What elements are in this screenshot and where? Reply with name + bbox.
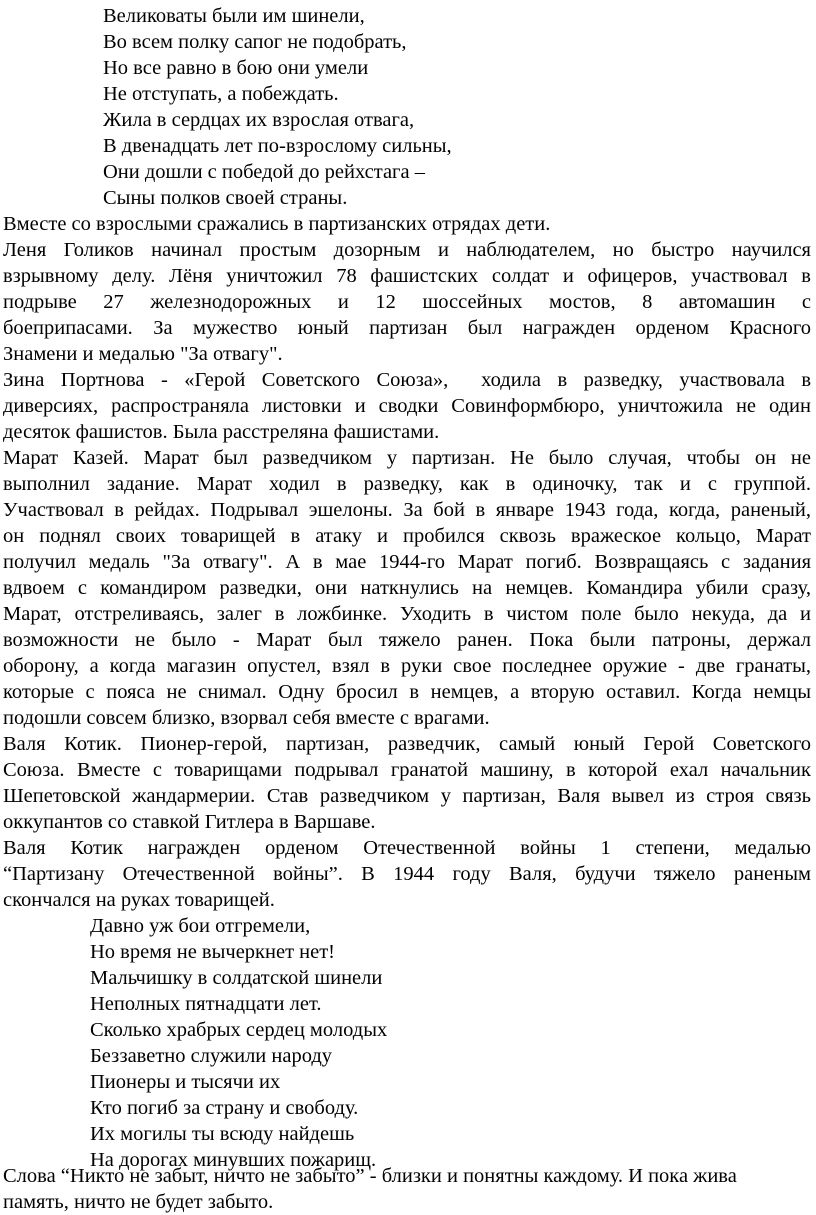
poem-line: Пионеры и тысячи их xyxy=(90,1071,281,1093)
paragraph-line: память, ничто не будет забыто. xyxy=(3,1191,274,1213)
paragraph-line: Участвовал в рейдах. Подрывал эшелоны. За бой в январе 1943 года, когда, раненый, xyxy=(3,499,811,521)
paragraph-line: Зина Портнова - «Герой Советского Союза», ходила в разведку, участвовала в xyxy=(3,369,811,391)
poem-line: На дорогах минувших пожарищ. xyxy=(90,1149,377,1171)
poem-line: Но все равно в бою они умели xyxy=(103,57,369,79)
paragraph-line: выполнил задание. Марат ходил в разведку, как в одиночку, так и с группой. xyxy=(3,473,811,495)
paragraph-line: возможности не было - Марат был тяжело ранен. Пока были патроны, держал xyxy=(3,629,811,651)
paragraph-line: Знамени и медалью "За отвагу". xyxy=(3,343,283,365)
paragraph-line: Валя Котик. Пионер-герой, партизан, разведчик, самый юный Герой Советского xyxy=(3,733,811,755)
poem-line: Но время не вычеркнет нет! xyxy=(90,941,336,963)
paragraph-line: Леня Голиков начинал простым дозорным и наблюдателем, но быстро научился xyxy=(3,239,811,261)
paragraph-line: получил медаль "За отвагу". А в мае 1944-го Марат погиб. Возвращаясь с задания xyxy=(3,551,811,573)
paragraph-line: он поднял своих товарищей в атаку и пробился сквозь вражеское кольцо, Марат xyxy=(3,525,811,547)
paragraph-line: десяток фашистов. Была расстреляна фашистами. xyxy=(3,421,440,443)
paragraph-line: боеприпасами. За мужество юный партизан был награжден орденом Красного xyxy=(3,317,811,339)
paragraph-line: взрывному делу. Лёня уничтожил 78 фашистских солдат и офицеров, участвовал в xyxy=(3,265,811,287)
paragraph-line: оборону, а когда магазин опустел, взял в руки свое последнее оружие - две гранаты, xyxy=(3,655,811,677)
paragraph-line: Марат Казей. Марат был разведчиком у партизан. Не было случая, чтобы он не xyxy=(3,447,811,469)
poem-line: Сыны полков своей страны. xyxy=(103,187,348,209)
paragraph-line: которые с пояса не снимал. Одну бросил в немцев, а вторую оставил. Когда немцы xyxy=(3,681,811,703)
paragraph-line: диверсиях, распространяла листовки и сводки Совинформбюро, уничтожила не один xyxy=(3,395,811,417)
poem-line: Кто погиб за страну и свободу. xyxy=(90,1097,359,1119)
paragraph-line: скончался на руках товарищей. xyxy=(3,889,275,911)
poem-line: Жила в сердцах их взрослая отвага, xyxy=(103,109,415,131)
poem-line: Мальчишку в солдатской шинели xyxy=(90,967,383,989)
paragraph-line: “Партизану Отечественной войны”. В 1944 году Валя, будучи тяжело раненым xyxy=(3,863,811,885)
poem-line: Во всем полку сапог не подобрать, xyxy=(103,31,407,53)
poem-line: Они дошли с победой до рейхстага – xyxy=(103,161,425,183)
paragraph-line: Союза. Вместе с товарищами подрывал гранатой машину, в которой ехал начальник xyxy=(3,759,811,781)
poem-line: Неполных пятнадцати лет. xyxy=(90,993,322,1015)
poem-line: Сколько храбрых сердец молодых xyxy=(90,1019,388,1041)
paragraph-line: Шепетовской жандармерии. Став разведчиком у партизан, Валя вывел из строя связь xyxy=(3,785,811,807)
poem-line: В двенадцать лет по-взрослому сильны, xyxy=(103,135,452,157)
paragraph-line: оккупантов со ставкой Гитлера в Варшаве. xyxy=(3,811,376,833)
paragraph-line: подошли совсем близко, взорвал себя вместе с врагами. xyxy=(3,707,490,729)
paragraph-line: вдвоем с командиром разведки, они наткнулись на немцев. Командира убили сразу, xyxy=(3,577,811,599)
intro-sentence: Вместе со взрослыми сражались в партизанских отрядах дети. xyxy=(3,213,551,235)
poem-line: Великоваты были им шинели, xyxy=(103,5,365,27)
paragraph-line: Марат, отстреливаясь, залег в ложбинке. Уходить в чистом поле было некуда, да и xyxy=(3,603,811,625)
paragraph-line: Валя Котик награжден орденом Отечественной войны 1 степени, медалью xyxy=(3,837,811,859)
poem-line: Давно уж бои отгремели, xyxy=(90,915,311,937)
poem-line: Не отступать, а побеждать. xyxy=(103,83,339,105)
paragraph-line: Слова “Никто не забыт, ничто не забыто” - близки и понятны каждому. И пока жива xyxy=(3,1165,737,1187)
poem-line: Беззаветно служили народу xyxy=(90,1045,333,1067)
paragraph-line: подрыве 27 железнодорожных и 12 шоссейных мостов, 8 автомашин с xyxy=(3,291,811,313)
poem-line: Их могилы ты всюду найдешь xyxy=(90,1123,355,1145)
